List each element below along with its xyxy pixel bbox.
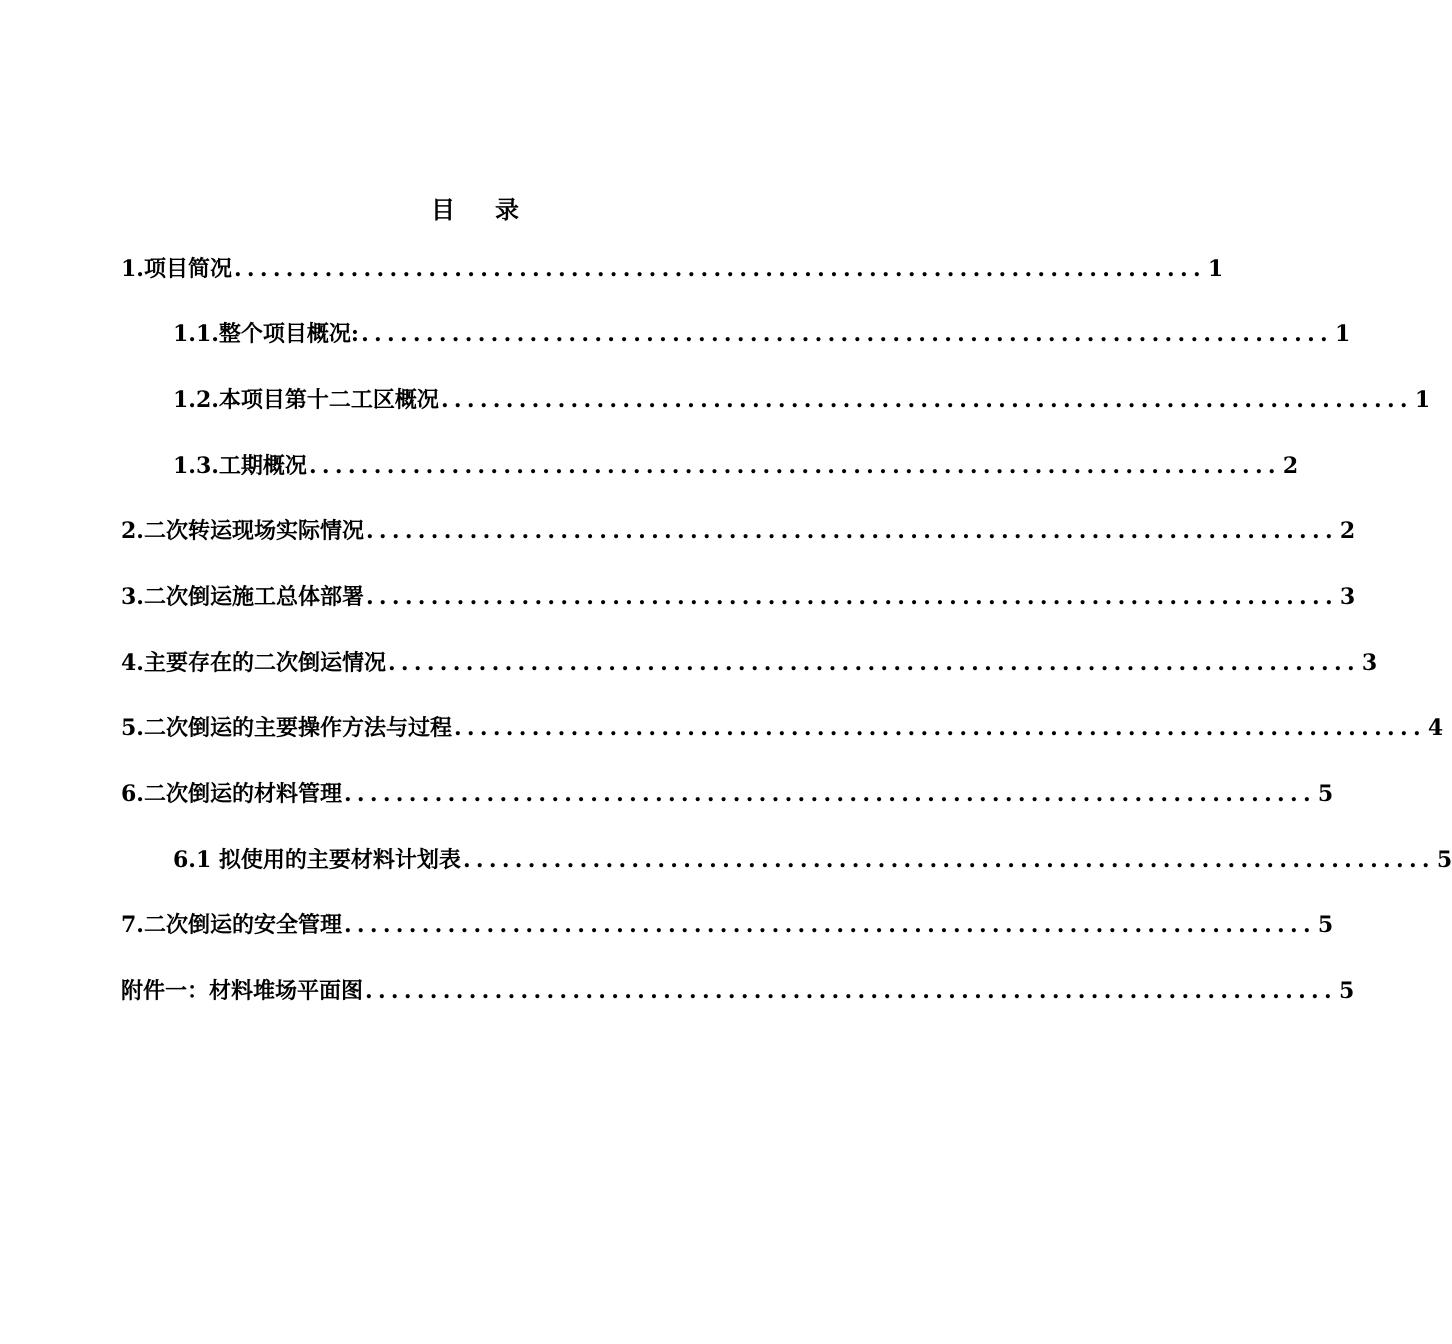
toc-leader-dots: ...........................................................................	[361, 321, 1334, 347]
toc-entry-page: 1	[1335, 321, 1351, 347]
toc-entry-text: 5.二次倒运的主要操作方法与过程	[121, 715, 452, 741]
toc-leader-dots: ...........................................................................	[440, 387, 1413, 413]
toc-leader-dots: ...........................................................................	[387, 650, 1360, 676]
toc-entry-text: 6.1 拟使用的主要材料计划表	[173, 847, 461, 873]
toc-entry[interactable]	[173, 837, 1452, 873]
toc-leader-dots: ...........................................................................	[308, 453, 1281, 479]
toc-entry[interactable]	[121, 968, 1355, 1004]
toc-entry-text: 2.二次转运现场实际情况	[121, 518, 364, 544]
toc-entry[interactable]	[121, 640, 1378, 676]
toc-entry[interactable]	[121, 574, 1356, 610]
toc-entry-page: 5	[1436, 847, 1452, 873]
toc-entry-text: 7.二次倒运的安全管理	[121, 912, 342, 938]
toc-entry-page: 2	[1339, 518, 1356, 544]
toc-entry-page: 3	[1339, 584, 1356, 610]
toc-leader-dots: ...........................................................................	[365, 518, 1338, 544]
toc-entry-page: 5	[1317, 912, 1334, 938]
toc-entry-text: 附件一：材料堆场平面图	[121, 978, 364, 1004]
toc-entry-page: 1	[1414, 387, 1431, 413]
toc-title-char-2: 录	[495, 195, 519, 224]
toc-entry-text: 4.主要存在的二次倒运情况	[121, 650, 386, 676]
toc-entry-page: 5	[1317, 781, 1334, 807]
toc-entry-text: 3.二次倒运施工总体部署	[121, 584, 364, 610]
toc-entry[interactable]	[121, 246, 1224, 282]
toc-entry-text: 1.项目简况	[121, 256, 232, 282]
toc-title-char-1: 目	[431, 195, 455, 224]
toc-entry-page: 1	[1207, 256, 1224, 282]
toc-entry[interactable]	[121, 771, 1334, 807]
toc-entry[interactable]	[173, 443, 1299, 479]
toc-entry-text: 1.1.整个项目概况:	[173, 321, 360, 347]
toc-leader-dots: ...........................................................................	[365, 584, 1338, 610]
toc-entry-text: 1.3.工期概况	[173, 453, 307, 479]
toc-entry[interactable]	[173, 311, 1351, 347]
toc-entry-text: 6.二次倒运的材料管理	[121, 781, 342, 807]
toc-leader-dots: ...........................................................................	[365, 978, 1337, 1004]
toc-leader-dots: ...........................................................................	[453, 715, 1426, 741]
toc-entry-page: 5	[1338, 978, 1355, 1004]
toc-entry[interactable]	[173, 377, 1431, 413]
toc-leader-dots: ...........................................................................	[343, 912, 1316, 938]
toc-entry-page: 3	[1361, 650, 1378, 676]
toc-entry[interactable]	[121, 902, 1334, 938]
toc-entry-page: 4	[1427, 715, 1444, 741]
toc-entry-page: 2	[1282, 453, 1299, 479]
toc-entry-text: 1.2.本项目第十二工区概况	[173, 387, 439, 413]
toc-entry[interactable]	[121, 508, 1356, 544]
toc-leader-dots: ...........................................................................	[343, 781, 1316, 807]
toc-leader-dots: ...........................................................................	[233, 256, 1206, 282]
toc-entry[interactable]	[121, 705, 1444, 741]
toc-leader-dots: ...........................................................................	[462, 847, 1435, 873]
